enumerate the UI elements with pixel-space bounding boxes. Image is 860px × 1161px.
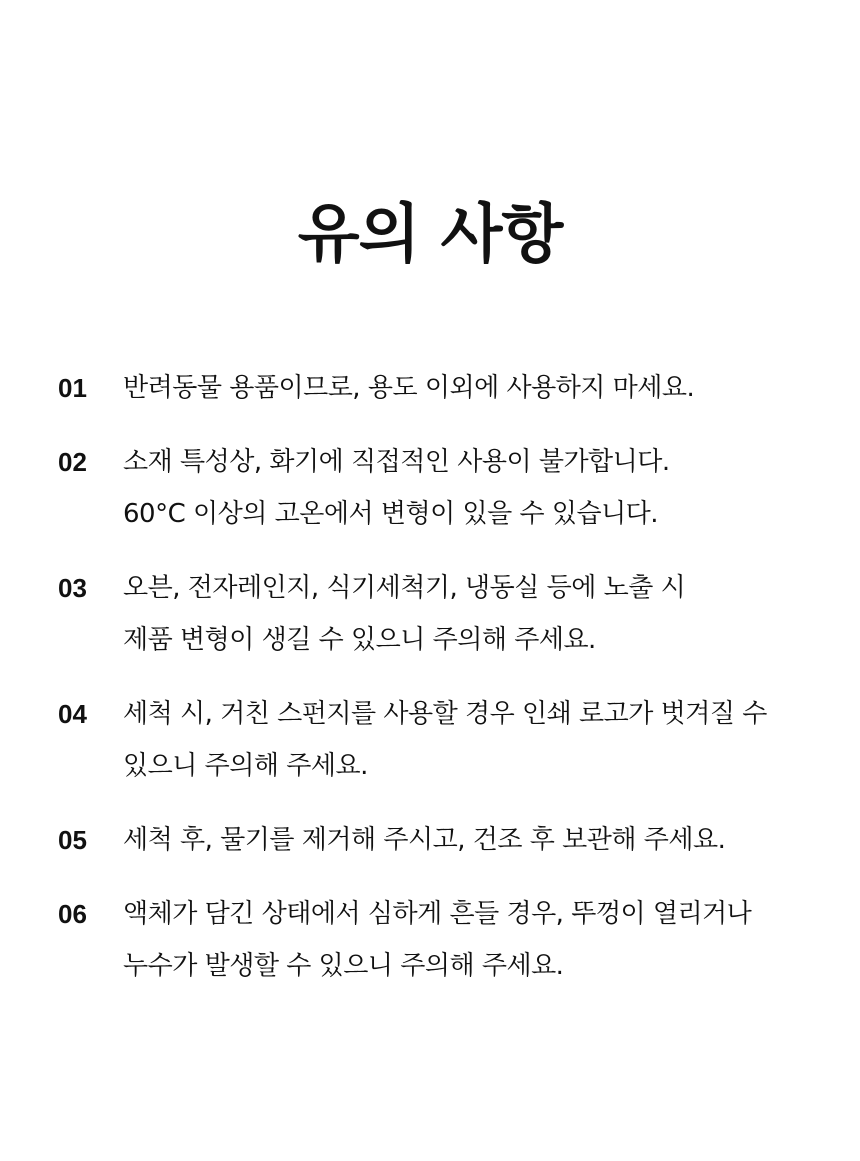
notice-number: 06 [58,899,87,929]
notice-line: 세척 시, 거친 스펀지를 사용할 경우 인쇄 로고가 벗겨질 수 [123,699,767,729]
notice-item-05 [58,814,818,866]
notice-number: 03 [58,573,87,603]
notice-text [123,814,818,866]
notice-text [123,888,818,992]
notice-line: 소재 특성상, 화기에 직접적인 사용이 불가합니다. [123,447,670,477]
notice-item-04 [58,688,818,792]
notice-list [58,362,818,1014]
notice-text [123,562,818,666]
notice-number: 04 [58,699,87,729]
notice-number: 05 [58,825,87,855]
notice-line: 액체가 담긴 상태에서 심하게 흔들 경우, 뚜껑이 열리거나 [123,899,752,929]
notice-item-01 [58,362,818,414]
notice-item-02 [58,436,818,540]
notice-line: 오븐, 전자레인지, 식기세척기, 냉동실 등에 노출 시 [123,573,686,603]
notice-item-06 [58,888,818,992]
notice-line: 있으니 주의해 주세요. [123,751,368,781]
notice-line: 반려동물 용품이므로, 용도 이외에 사용하지 마세요. [123,373,695,403]
notice-line: 세척 후, 물기를 제거해 주시고, 건조 후 보관해 주세요. [123,825,726,855]
notice-number: 01 [58,373,87,403]
page-title: 유의 사항 [297,198,563,272]
notice-item-03 [58,562,818,666]
notice-text [123,362,818,414]
notice-text [123,436,818,540]
notice-line: 누수가 발생할 수 있으니 주의해 주세요. [123,951,564,981]
notice-number: 02 [58,447,87,477]
notice-text [123,688,818,792]
notice-line: 60°C 이상의 고온에서 변형이 있을 수 있습니다. [123,499,659,529]
notice-line: 제품 변형이 생길 수 있으니 주의해 주세요. [123,625,596,655]
